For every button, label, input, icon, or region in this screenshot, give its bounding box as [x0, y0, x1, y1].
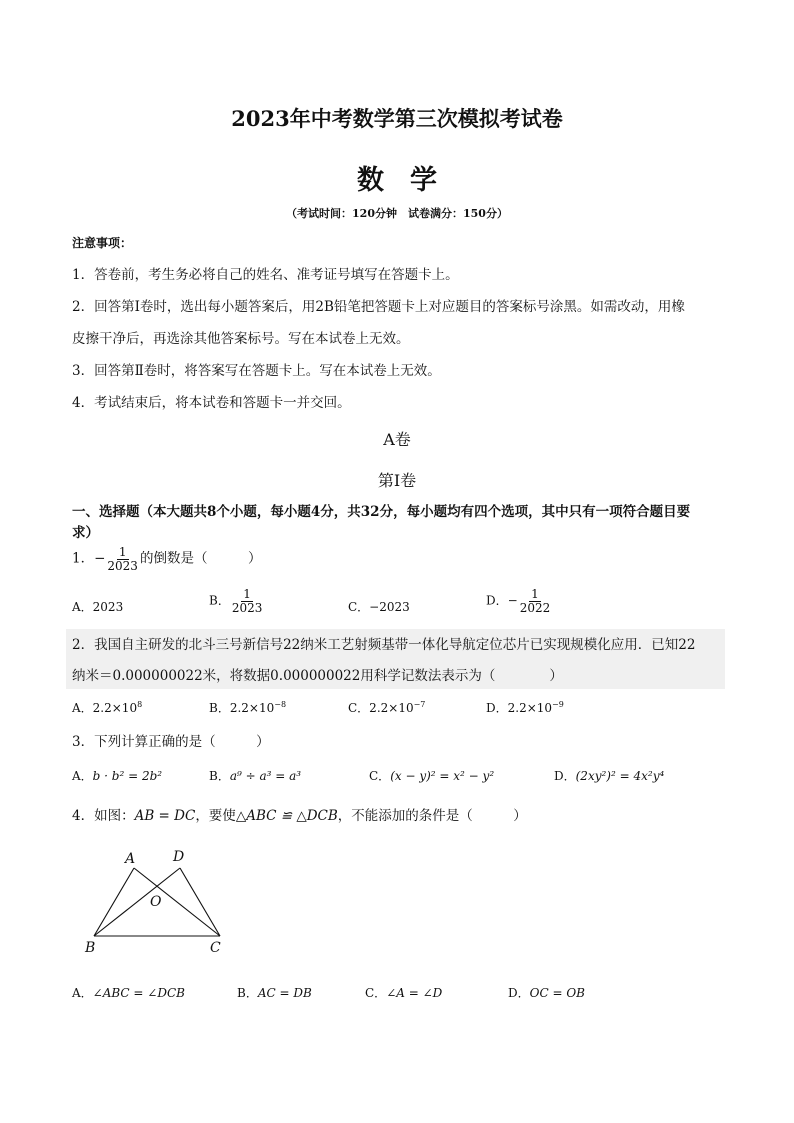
label-a: A	[125, 851, 136, 867]
q2-option-b: B．$2.2\times 10^{-8}$	[209, 700, 287, 715]
fraction: $\frac{1}{2023}$	[107, 545, 138, 573]
label-o: O	[150, 894, 162, 910]
triangle-figure	[80, 842, 240, 962]
q1-option-d: D．− $\frac{1}{2022}$	[486, 587, 551, 615]
note-item-1: 1．答卷前，考生务必将自己的姓名、准考证号填写在答题卡上。	[72, 267, 459, 283]
note-item-4: 4．考试结束后，将本试卷和答题卡一并交回。	[72, 395, 351, 411]
q3-option-a: A．b · b² = 2b²	[72, 769, 163, 783]
question-2-line-1: 2．我国自主研发的北斗三号新信号22纳米工艺射频基带一体化导航定位芯片已实现规模化应用．已知22	[72, 637, 696, 653]
q1-option-c: C．−2023	[348, 600, 410, 614]
note-item-2-cont: 皮擦干净后，再选涂其他答案标号。写在本试卷上无效。	[72, 331, 410, 347]
q1-option-a: A．2023	[72, 600, 124, 614]
q2-option-d: D．$2.2\times 10^{-9}$	[486, 700, 564, 715]
label-b: B	[85, 940, 96, 956]
q4-option-d: D．OC = OB	[508, 986, 585, 1000]
q4-option-a: A．∠ABC = ∠DCB	[72, 986, 185, 1000]
q4-option-c: C．∠A = ∠D	[365, 986, 443, 1000]
q2-option-c: C．$2.2\times 10^{-7}$	[348, 700, 426, 715]
part-heading: 第Ⅰ卷	[377, 471, 417, 490]
q3-option-c: C．(x − y)² = x² − y²	[369, 769, 495, 783]
instructions-line-1: 一、选择题（本大题共8个小题，每小题4分，共32分，每小题均有四个选项，其中只有一项符合题目要	[72, 504, 691, 520]
label-d: D	[173, 849, 185, 865]
segment-ac	[134, 868, 220, 936]
question-1-stem: 1．− $\frac{1}{2023}$ 的倒数是（ ）	[72, 545, 262, 573]
segment-dc	[180, 868, 220, 936]
note-item-3: 3．回答第Ⅱ卷时，将答案写在答题卡上。写在本试卷上无效。	[72, 363, 441, 379]
q1-option-b: B． $\frac{1}{2023}$	[209, 587, 263, 615]
q4-option-b: B．AC = DB	[237, 986, 312, 1000]
notes-heading: 注意事项：	[72, 236, 133, 250]
question-3-stem: 3．下列计算正确的是（ ）	[72, 734, 270, 750]
exam-title: 2023年中考数学第三次模拟考试卷	[231, 106, 563, 131]
question-2-line-2: 纳米＝0.000000022米，将数据0.000000022用科学记数法表示为（ ）	[72, 668, 563, 684]
segment-db	[94, 868, 180, 936]
exam-info: （考试时间：120分钟 试卷满分：150分）	[286, 207, 508, 220]
subject-title: 数学	[357, 165, 463, 196]
q3-option-d: D．(2xy²)² = 4x²y⁴	[554, 769, 665, 783]
q3-option-b: B．a⁹ ÷ a³ = a³	[209, 769, 302, 783]
segment-ab	[94, 868, 134, 936]
instructions-line-2: 求）	[72, 525, 99, 541]
question-4-stem: 4．如图：AB = DC，要使△ABC ≌ △DCB，不能添加的条件是（ ）	[72, 808, 527, 824]
label-c: C	[210, 940, 221, 956]
note-item-2: 2．回答第Ⅰ卷时，选出每小题答案后，用2B铅笔把答题卡上对应题目的答案标号涂黑。如需改动，用橡	[72, 299, 685, 315]
volume-heading: A卷	[383, 430, 411, 449]
q2-option-a: A．$2.2\times 10^8$	[72, 700, 143, 715]
